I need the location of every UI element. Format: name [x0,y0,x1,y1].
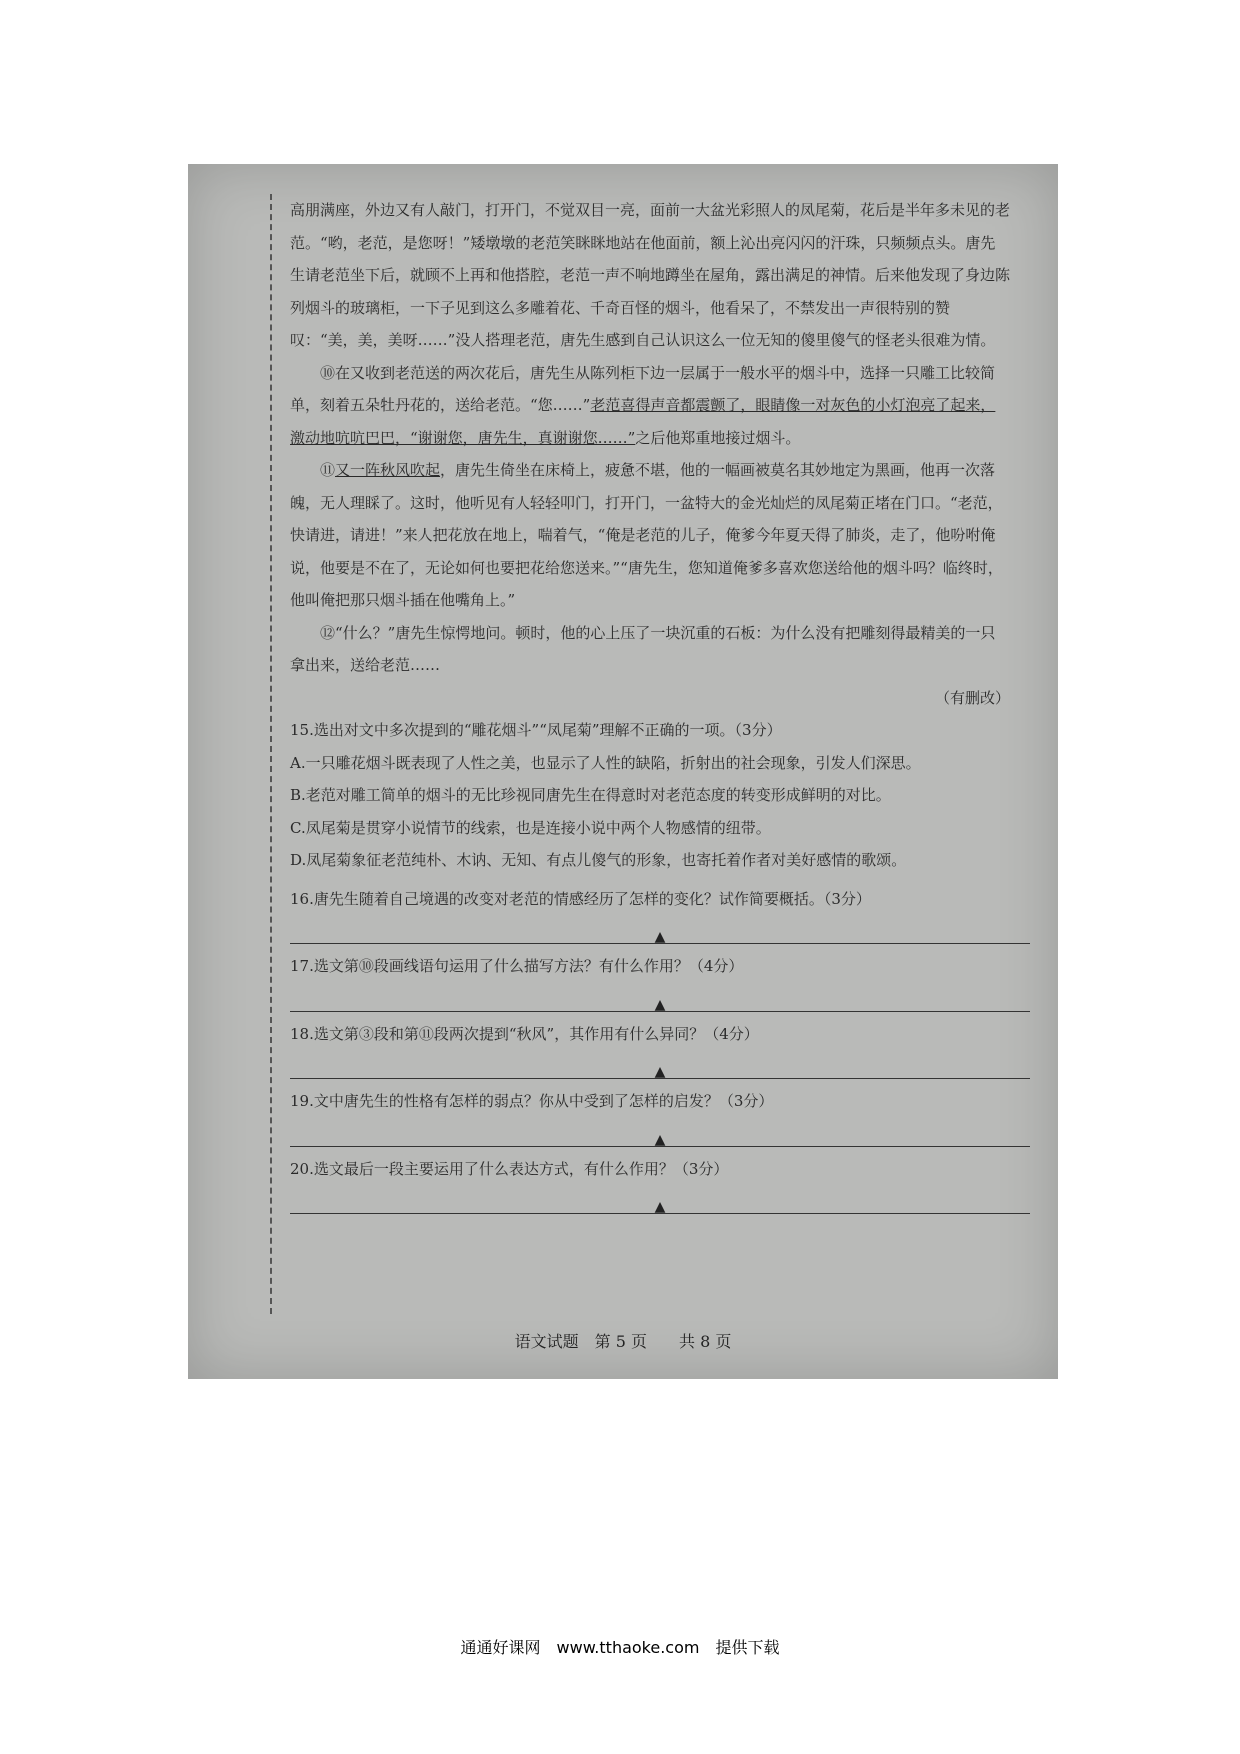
edit-note: （有删改） [934,688,1010,707]
question-20: 20.选文最后一段主要运用了什么表达方式，有什么作用？（3分） [290,1159,729,1178]
page-footer: 语文试题 第 5 页 共 8 页 [514,1332,732,1351]
underlined-phrase: 又一阵秋风吹起 [335,461,441,479]
option-d: D.凤尾菊象征老范纯朴、木讷、无知、有点儿傻气的形象，也寄托着作者对美好感情的歌颂。 [290,851,907,869]
source-credit: 通通好课网 www.tthaoke.com 提供下载 [460,1638,780,1657]
scanned-exam-page [188,164,1058,1379]
paragraph-number: ⑪ [320,461,336,479]
answer-triangle-icon: ▲ [654,929,666,945]
passage-paragraph-10 [290,357,1010,455]
answer-line-20 [290,1185,1030,1214]
answer-line-17 [290,983,1030,1012]
option-b: B.老范对雕工简单的烟斗的无比珍视同唐先生在得意时对老范态度的转变形成鲜明的对比。 [290,786,891,804]
question-15: 15.选出对文中多次提到的“雕花烟斗”“凤尾菊”理解不正确的一项。（3分） [290,721,782,739]
underlined-sentence: 老范喜得声音都震颤了，眼睛像一对灰色的小灯泡亮了起来，激动地吭吭巴巴，“谢谢您，唐先生，真谢谢您……” [290,396,996,447]
answer-line-19 [290,1118,1030,1147]
question-16: 16.唐先生随着自己境遇的改变对老范的情感经历了怎样的变化？试作简要概括。（3分） [290,889,871,908]
page-content [290,194,1010,1214]
answer-line-18 [290,1050,1030,1079]
option-c: C.凤尾菊是贯穿小说情节的线索，也是连接小说中两个人物感情的纽带。 [290,818,771,837]
passage-paragraph-top: 高朋满座，外边又有人敲门，打开门，不觉双目一亮，面前一大盆光彩照人的凤尾菊，花后是半年多未见的老范。“哟，老范，是您呀！”矮墩墩的老范笑眯眯地站在他面前，额上沁出亮闪闪的汗珠，只频频点头。唐先生请老范坐下后，就顾不上再和他搭腔，老范一声不响地蹲坐在屋角，露出满足的神情。后来他发现了身边陈列烟斗的玻璃柜，一下子见到这么多雕着花、千奇百怪的烟斗，他看呆了，不禁发出一声很特别的赞叹：“美，美，美呀……”没人搭理老范，唐先生感到自己认识这么一位无知的傻里傻气的怪老头很难为情。 [290,201,1011,349]
option-a: A.一只雕花烟斗既表现了人性之美，也显示了人性的缺陷，折射出的社会现象，引发人们深思。 [290,753,921,772]
paragraph-number: ⑫ [320,623,336,642]
answer-triangle-icon: ▲ [654,1131,666,1148]
binding-line [270,194,280,1314]
answer-line-16 [290,915,1030,944]
passage-paragraph-11 [290,454,1010,617]
paragraph-text: 在又收到老范送的两次花后，唐先生从陈列柜下边一层属于一般水平的烟斗中，选择一只雕工比较简单，刻着五朵牡丹花的，送给老范。“您……” [290,363,996,414]
question-17: 17.选文第⑩段画线语句运用了什么描写方法？有什么作用？（4分） [290,957,744,975]
passage-paragraph-12 [290,617,1010,682]
paragraph-number: ⑩ [320,363,336,382]
answer-triangle-icon: ▲ [654,996,666,1013]
answer-triangle-icon: ▲ [654,1199,666,1215]
paragraph-text: “什么？”唐先生惊愕地问。顿时，他的心上压了一块沉重的石板：为什么没有把雕刻得最精美的一只拿出来，送给老范…… [290,623,996,674]
paragraph-text: ，唐先生倚坐在床椅上，疲惫不堪，他的一幅画被莫名其妙地定为黑画，他再一次落魄，无人理睬了。这时，他听见有人轻轻叩门，打开门，一盆特大的金光灿烂的凤尾菊正堵在门口。“老范，快请进，请进！”来人把花放在地上，喘着气，“俺是老范的儿子，俺爹今年夏天得了肺炎，走了，他吩咐俺说，他要是不在了，无论如何也要把花给您送来。”“唐先生，您知道俺爹多喜欢您送给他的烟斗吗？临终时，他叫俺把那只烟斗插在他嘴角上。” [290,461,1003,609]
paragraph-text: 之后他郑重地接过烟斗。 [635,428,801,447]
question-18: 18.选文第③段和第⑪段两次提到“秋风”，其作用有什么异同？（4分） [290,1024,759,1043]
question-19: 19.文中唐先生的性格有怎样的弱点？你从中受到了怎样的启发？（3分） [290,1092,774,1110]
answer-triangle-icon: ▲ [654,1064,666,1080]
